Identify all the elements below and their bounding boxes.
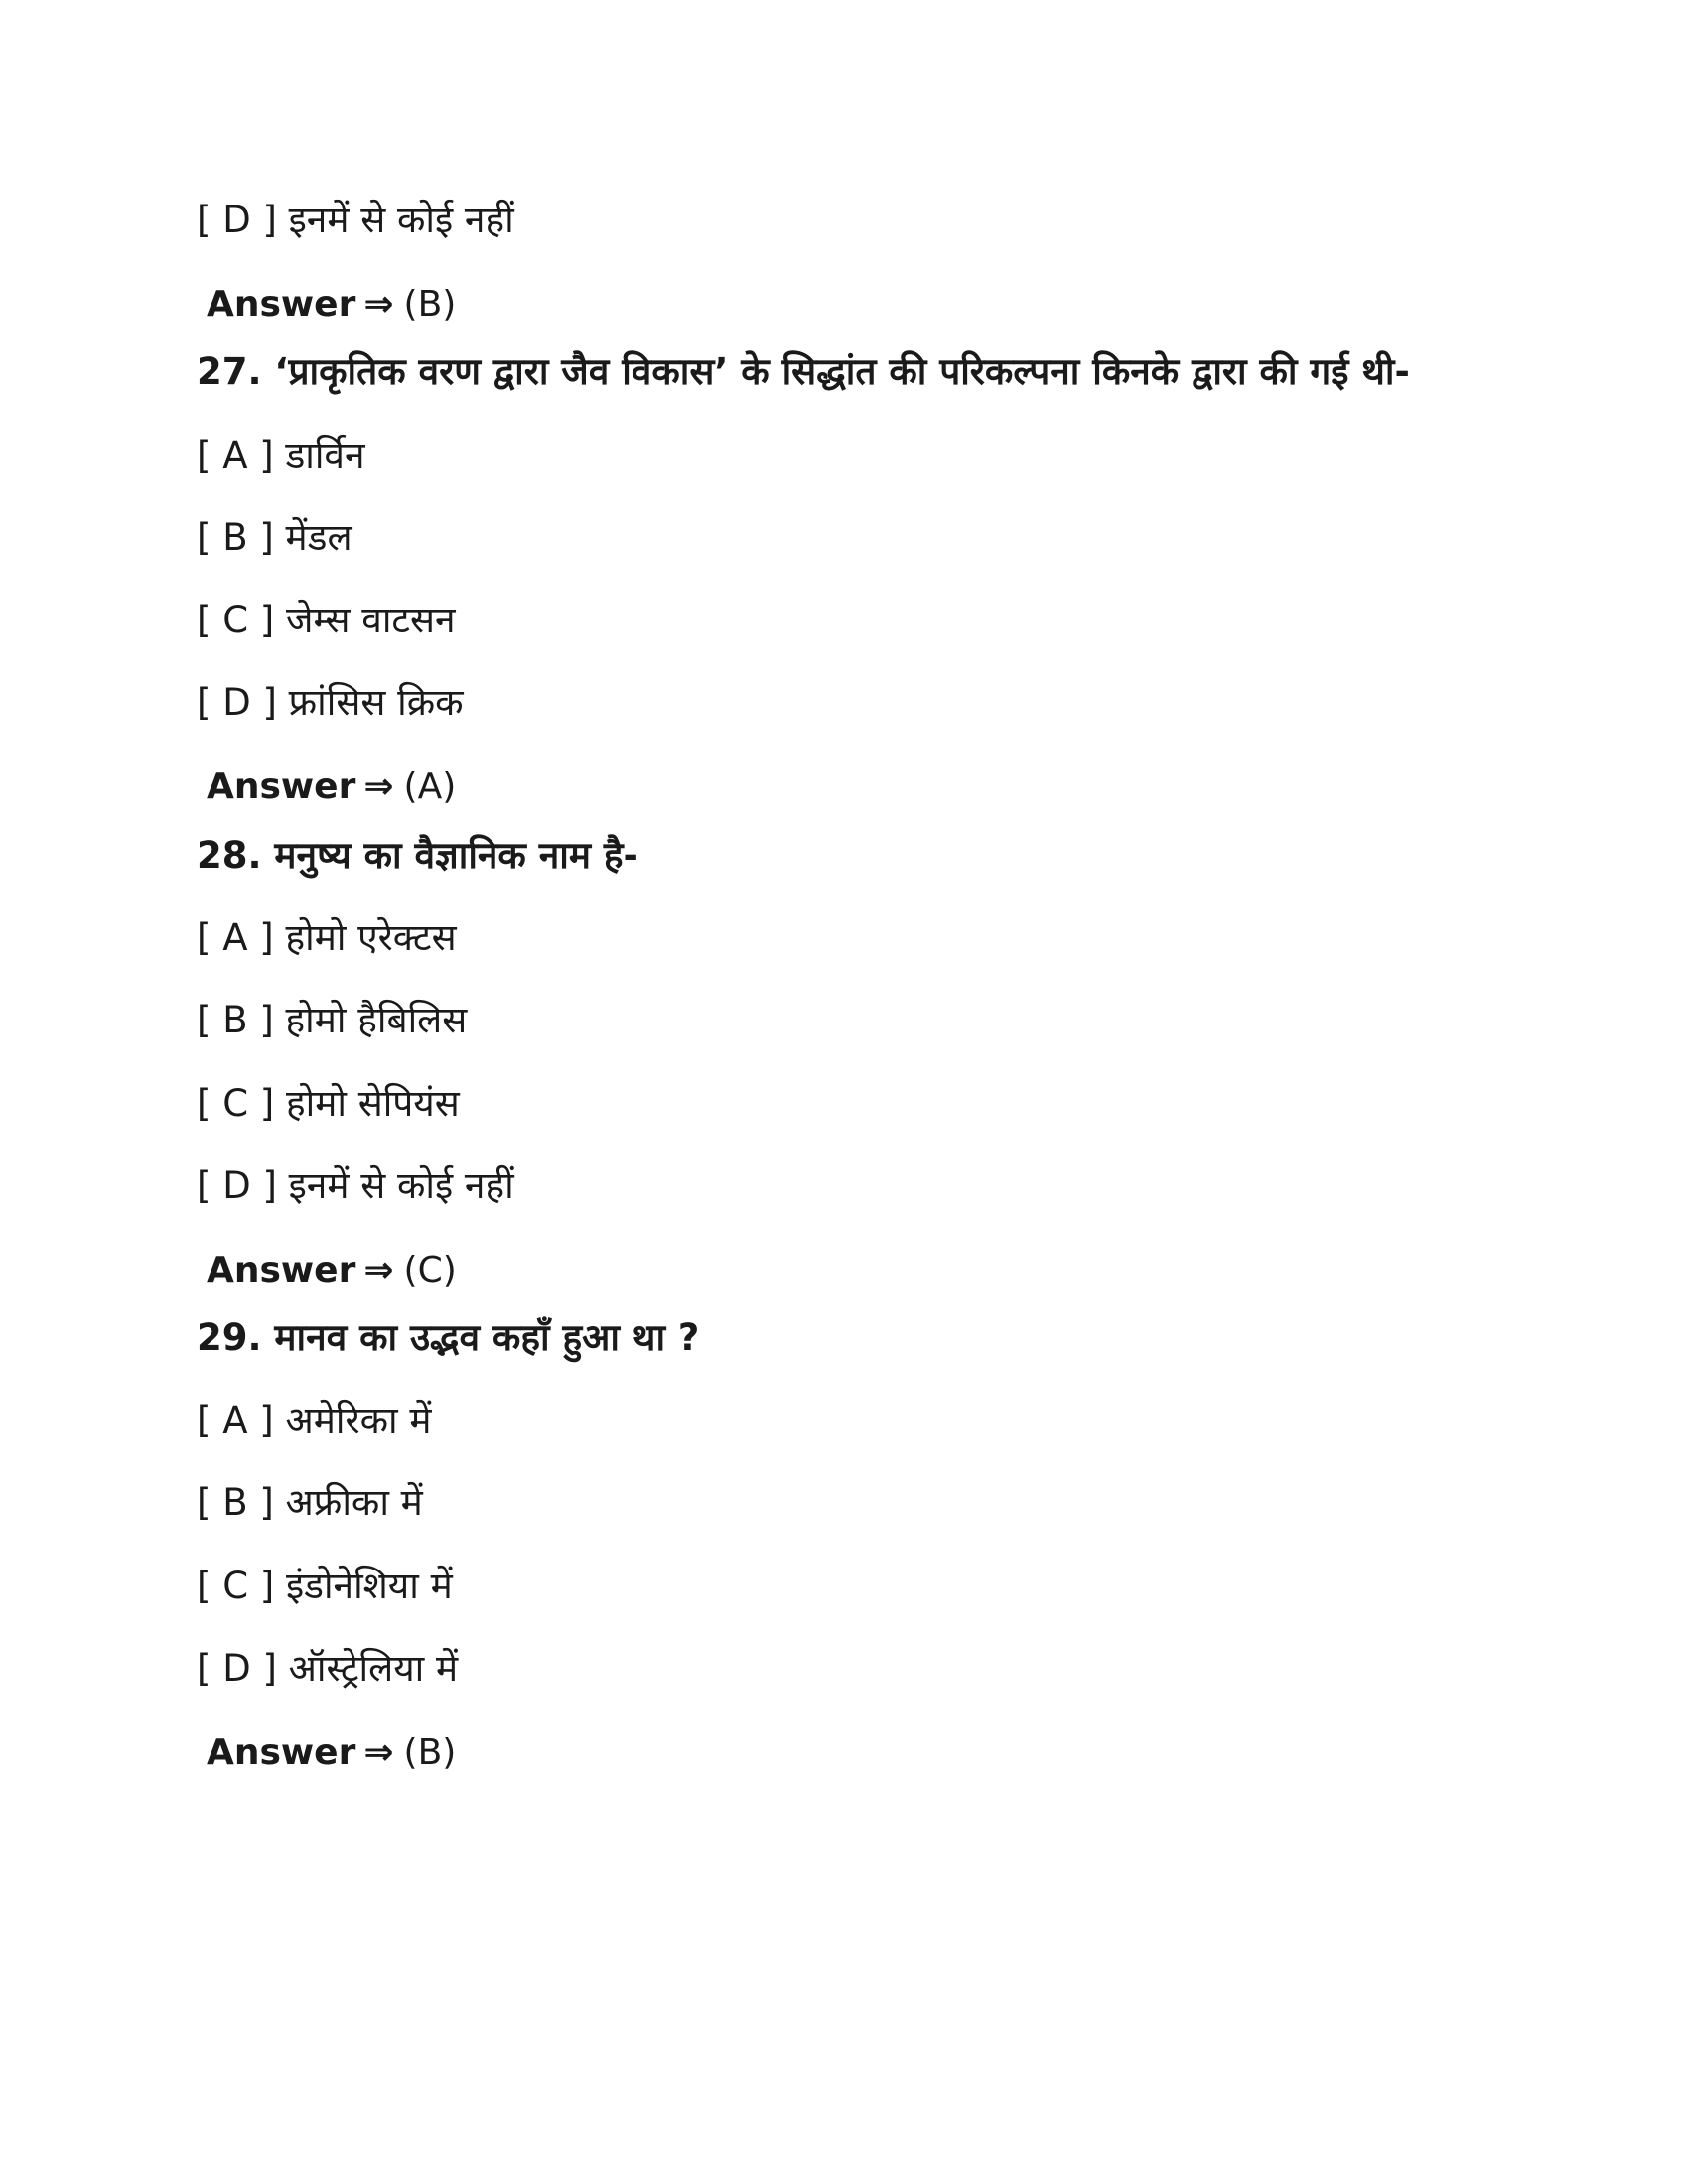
option-b: [ B ] अफ्रीका में [197,1481,423,1524]
option-d: [ D ] इनमें से कोई नहीं [197,199,514,241]
question-29: 29. मानव का उद्भव कहाँ हुआ था ? [197,1316,700,1359]
option-d: [ D ] फ्रांसिस क्रिक [197,681,464,724]
answer-value: (B) [403,284,457,325]
option-a: [ A ] डार्विन [197,434,365,477]
option-d: [ D ] इनमें से कोई नहीं [197,1164,514,1207]
option-c: [ C ] इंडोनेशिया में [197,1565,453,1607]
answer-label: Answer [207,284,356,325]
answer-value: (B) [403,1732,457,1773]
answer-arrow-icon: ⇒ [363,1732,394,1773]
answer-line [207,765,456,809]
option-a: [ A ] होमो एरेक्टस [197,916,457,959]
question-27: 27. ‘प्राकृतिक वरण द्वारा जैव विकास’ के सिद्धांत की परिकल्पना किनके द्वारा की गई थी- [197,350,1410,393]
option-d: [ D ] ऑस्ट्रेलिया में [197,1647,459,1690]
answer-arrow-icon: ⇒ [363,766,394,807]
answer-line [207,283,456,327]
answer-arrow-icon: ⇒ [363,284,394,325]
answer-label: Answer [207,1250,356,1291]
option-c: [ C ] जेम्स वाटसन [197,599,456,641]
option-b: [ B ] मेंडल [197,516,352,559]
answer-label: Answer [207,766,356,807]
answer-label: Answer [207,1732,356,1773]
answer-line [207,1731,456,1775]
answer-line [207,1249,457,1293]
answer-value: (C) [403,1250,457,1291]
option-b: [ B ] होमो हैबिलिस [197,999,468,1041]
option-c: [ C ] होमो सेपियंस [197,1082,460,1125]
answer-arrow-icon: ⇒ [363,1250,394,1291]
answer-value: (A) [403,766,457,807]
question-28: 28. मनुष्य का वैज्ञानिक नाम है- [197,834,638,877]
option-a: [ A ] अमेरिका में [197,1399,432,1441]
